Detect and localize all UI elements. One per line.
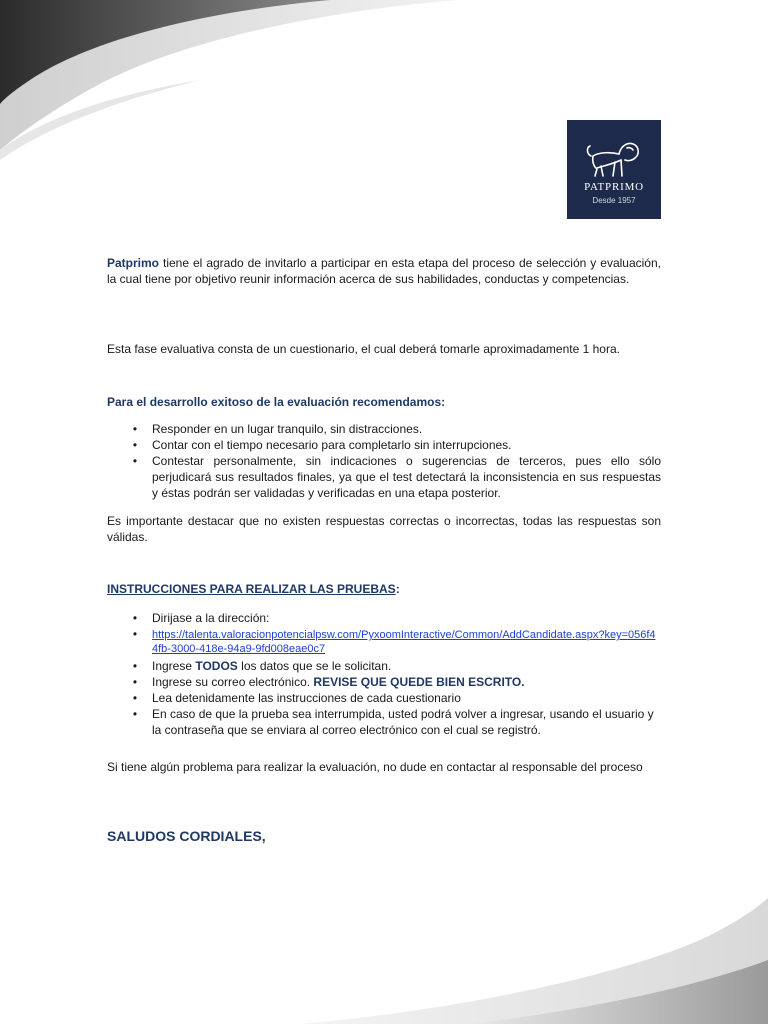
list-item-text: Lea detenidamente las instrucciones de cada cuestionario [152, 691, 461, 705]
recommendations-list [107, 421, 661, 501]
list-item [107, 626, 661, 658]
list-item-text: Ingrese su correo electrónico. [152, 675, 314, 689]
emphasis-revise: REVISE QUE QUEDE BIEN ESCRITO. [313, 675, 525, 689]
bullet: • [132, 659, 138, 673]
emphasis-todos: TODOS [195, 659, 238, 673]
bullet: • [132, 422, 138, 436]
bullet: • [132, 707, 138, 721]
problem-paragraph: Si tiene algún problema para realizar la evaluación, no dude en contactar al responsable del proceso [107, 760, 643, 774]
list-item-text: Responder en un lugar tranquilo, sin distracciones. [152, 422, 423, 436]
recommendations-heading: Para el desarrollo exitoso de la evaluación recomendamos: [107, 395, 446, 409]
instructions-heading-colon: : [395, 582, 400, 596]
list-item-text: los datos que se le solicitan. [237, 659, 392, 673]
list-item [107, 674, 661, 690]
list-item-text: Dirijase a la dirección: [152, 611, 270, 625]
company-name: Patprimo [107, 256, 160, 270]
list-item [107, 658, 661, 674]
logo-since: Desde 1957 [592, 196, 636, 205]
instructions-heading [107, 581, 661, 597]
bullet: • [132, 438, 138, 452]
list-item [107, 706, 661, 738]
list-item-text: Ingrese [152, 659, 196, 673]
bullet: • [132, 611, 138, 625]
bullet: • [132, 675, 138, 689]
phase-paragraph: Esta fase evaluativa consta de un cuestionario, el cual deberá tomarle aproximadamente 1 hora. [107, 342, 620, 356]
list-item [107, 690, 661, 706]
list-item-text: En caso de que la prueba sea interrumpida, usted podrá volver a ingresar, usando el usuario y la contraseña que se enviara al correo electrónico con el cual se registró. [152, 707, 654, 737]
intro-paragraph [107, 255, 661, 287]
bullet: • [132, 454, 138, 468]
list-item [107, 453, 661, 501]
list-item [107, 437, 661, 453]
list-item-text: Contar con el tiempo necesario para completarlo sin interrupciones. [152, 438, 512, 452]
patprimo-logo [567, 120, 661, 219]
instructions-list [107, 610, 661, 738]
intro-text: tiene el agrado de invitarlo a participar en esta etapa del proceso de selección y evaluación, la cual tiene por objetivo reunir información acerca de sus habilidades, conductas y competencias. [107, 256, 661, 286]
important-paragraph: Es importante destacar que no existen respuestas correctas o incorrectas, todas las respuestas son válidas. [107, 514, 661, 544]
lion-icon [585, 134, 643, 180]
candidate-link[interactable]: https://talenta.valoracionpotencialpsw.com/PyxoomInteractive/Common/AddCandidate.aspx?key=056f44fb-3000-418e-94a9-9fd008eae0c7 [152, 629, 656, 655]
list-item [107, 610, 661, 626]
instructions-heading-text: INSTRUCCIONES PARA REALIZAR LAS PRUEBAS [107, 582, 396, 596]
logo-brand-name: PATPRIMO [584, 181, 644, 193]
closing-greeting: SALUDOS CORDIALES, [107, 828, 266, 844]
bullet: • [132, 691, 138, 705]
bullet: • [132, 627, 138, 641]
list-item [107, 421, 661, 437]
list-item-text: Contestar personalmente, sin indicaciones o sugerencias de terceros, pues ello sólo perjudicará sus resultados finales, ya que el test detectará la inconsistencia en sus respuestas y éstas podrán ser validadas y verificadas en una etapa posterior. [152, 454, 661, 500]
